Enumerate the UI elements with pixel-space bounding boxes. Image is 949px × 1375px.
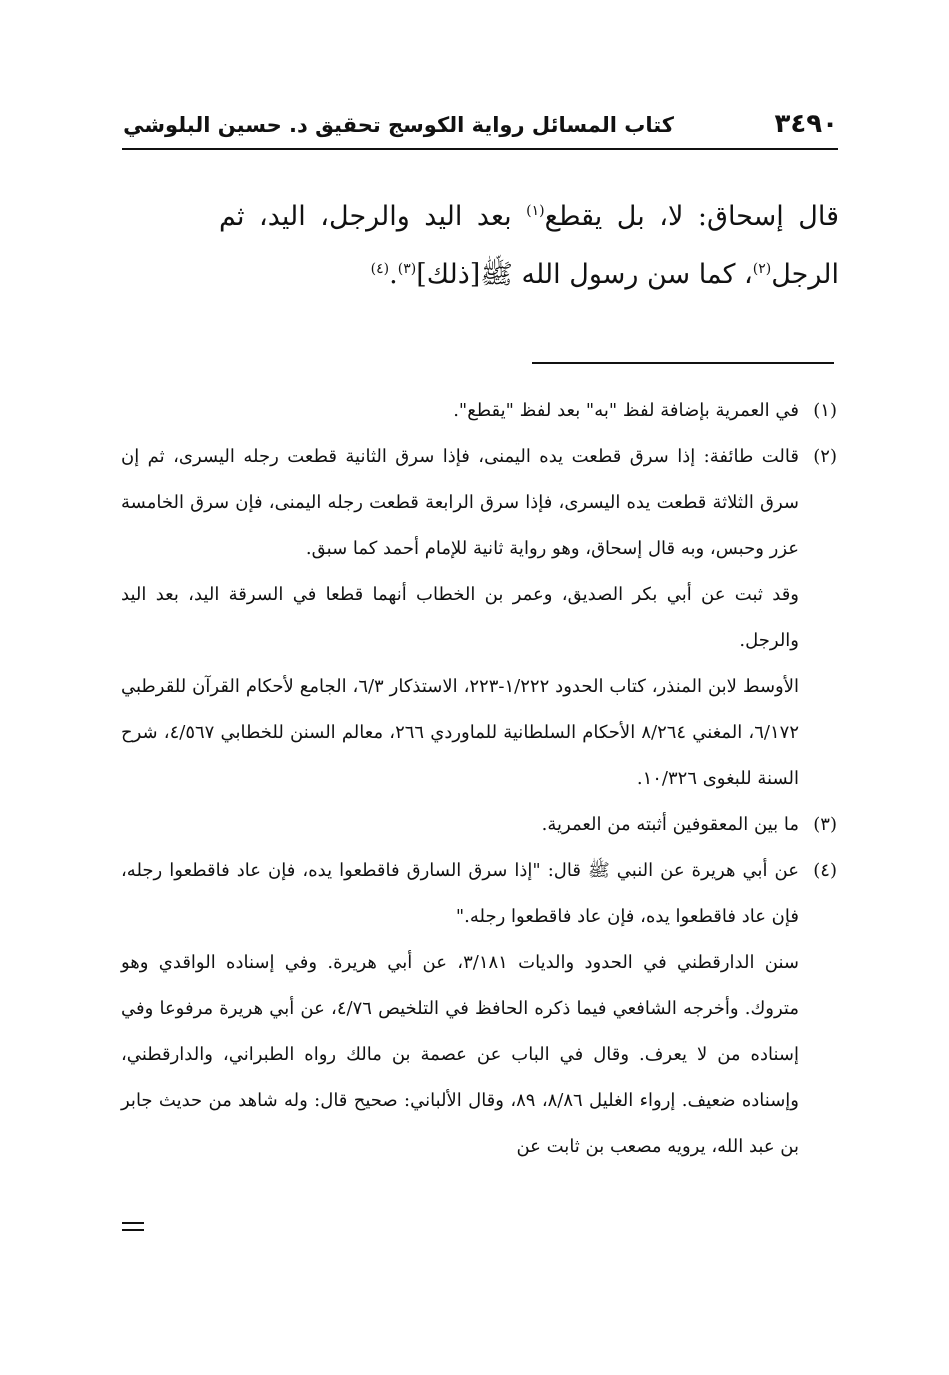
footnote-text: وقد ثبت عن أبي بكر الصديق، وعمر بن الخطاب أنهما قطعا في السرقة اليد، بعد اليد والرجل. — [121, 584, 799, 651]
footnote-text: ما بين المعقوفين أثبته من العمرية. — [541, 814, 799, 835]
footnote-ref-2[interactable]: (٢) — [752, 261, 772, 277]
continuation-mark — [122, 1222, 144, 1232]
footnote-marker: (٢) — [813, 446, 837, 467]
footnote-text: في العمرية بإضافة لفظ "به" بعد لفظ "يقطع". — [453, 400, 799, 421]
footnote-4 — [121, 848, 837, 1170]
footnote-text: عن أبي هريرة عن النبي ﷺ قال: "إذا سرق السارق فاقطعوا يده، فإن عاد فاقطعوا رجله، فإن عاد فاقطعوا يده، فإن عاد فاقطعوا رجله." — [121, 860, 799, 927]
footnote-3 — [121, 802, 837, 848]
footnote-marker: (٣) — [813, 814, 837, 835]
main-text-segment: بعد اليد والرجل، اليد، ثم الرجل — [219, 201, 839, 290]
page-header — [122, 106, 838, 146]
page-number: ٣٤٩٠ — [774, 109, 838, 139]
footnote-marker: (١) — [813, 400, 837, 421]
continuation-line — [122, 1222, 144, 1224]
main-text-segment: . — [389, 259, 398, 290]
running-title: كتاب المسائل رواية الكوسج تحقيق د. حسين البلوشي — [123, 113, 674, 137]
footnote-text: سنن الدارقطني في الحدود والديات ٣/١٨١، عن أبي هريرة. وفي إسناده الواقدي وهو متروك. وأخرجه الشافعي فيما ذكره الحافظ في التلخيص ٤/٧٦، عن أبي هريرة مرفوعا وفي إسناده من لا يعرف. وقال في الباب عن عصمة بن مالك رواه الطبراني، والدارقطني، وإسناده ضعيف. إرواء الغليل ٨/٨٦، ٨٩، وقال الألباني: صحيح قال: وله شاهد من حديث جابر بن عبد الله، يرويه مصعب بن ثابت عن — [121, 952, 800, 1157]
footnotes — [121, 388, 837, 1170]
footnote-separator — [532, 362, 834, 364]
main-text — [219, 188, 839, 304]
continuation-line — [122, 1229, 144, 1231]
footnote-ref-4[interactable]: (٤) — [370, 261, 390, 277]
footnote-2 — [121, 434, 837, 802]
footnote-citations: الأوسط لابن المنذر، كتاب الحدود ١/٢٢٢-٢٢٣، الاستذكار ٦/٣، الجامع لأحكام القرآن للقرطبي ٦/١٧٢، المغني ٨/٢٦٤ الأحكام السلطانية للماوردي ٢٦٦، معالم السنن للخطابي ٤/٥٦٧، شرح السنة للبغوى ١٠/٣٢٦. — [121, 676, 800, 789]
main-paragraph — [219, 188, 839, 304]
footnote-text: قالت طائفة: إذا سرق قطعت يده اليمنى، فإذا سرق الثانية قطعت رجله اليسرى، ثم إن سرق الثلاثة قطعت يده اليسرى، فإذا سرق الرابعة قطعت رجله اليمنى، فإن سرق الخامسة عزر وحبس، وبه قال إسحاق، وهو رواية ثانية للإمام أحمد كما سبق. — [121, 446, 799, 559]
header-rule — [122, 148, 838, 150]
main-text-segment: قال إسحاق: لا، بل يقطع — [544, 201, 839, 232]
footnote-ref-1[interactable]: (١) — [526, 203, 545, 219]
footnote-1 — [121, 388, 837, 434]
main-text-segment: ، كما سن رسول الله ﷺ[ذلك] — [416, 259, 753, 290]
footnote-marker: (٤) — [813, 860, 837, 881]
footnote-ref-3[interactable]: (٣) — [397, 261, 417, 277]
